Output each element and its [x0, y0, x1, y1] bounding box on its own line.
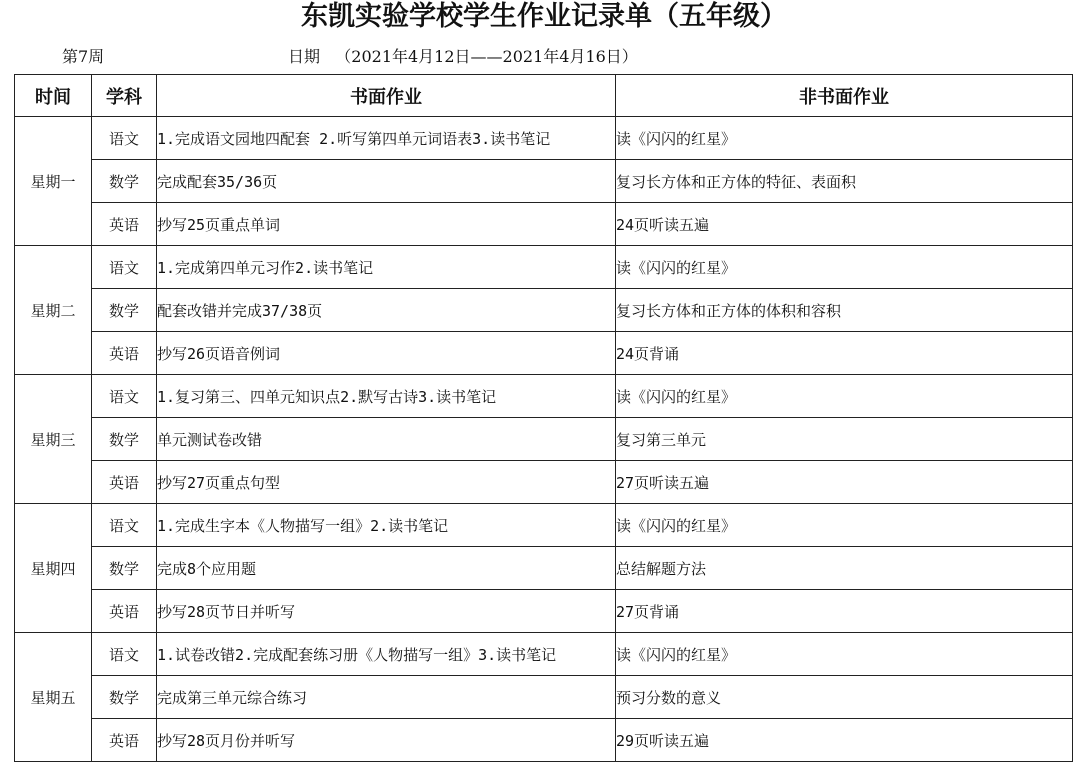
subject-cell: 英语 [92, 203, 157, 246]
table-row [15, 504, 1073, 547]
table-row [15, 590, 1073, 633]
nonwritten-cell: 读《闪闪的红星》 [616, 633, 1073, 676]
subject-cell: 数学 [92, 547, 157, 590]
written-cell: 完成配套35/36页 [157, 160, 616, 203]
table-row [15, 547, 1073, 590]
nonwritten-cell: 复习第三单元 [616, 418, 1073, 461]
written-cell: 抄写28页节日并听写 [157, 590, 616, 633]
table-row [15, 117, 1073, 160]
nonwritten-cell: 读《闪闪的红星》 [616, 375, 1073, 418]
nonwritten-cell: 读《闪闪的红星》 [616, 117, 1073, 160]
date-range: （2021年4月12日——2021年4月16日） [335, 47, 638, 66]
day-cell: 星期三 [15, 375, 92, 504]
written-cell: 1.复习第三、四单元知识点2.默写古诗3.读书笔记 [157, 375, 616, 418]
table-row [15, 332, 1073, 375]
written-cell: 抄写28页月份并听写 [157, 719, 616, 762]
nonwritten-cell: 29页听读五遍 [616, 719, 1073, 762]
nonwritten-cell: 24页背诵 [616, 332, 1073, 375]
written-cell: 完成第三单元综合练习 [157, 676, 616, 719]
nonwritten-cell: 27页背诵 [616, 590, 1073, 633]
subject-cell: 英语 [92, 719, 157, 762]
day-cell: 星期四 [15, 504, 92, 633]
day-cell: 星期一 [15, 117, 92, 246]
subject-cell: 语文 [92, 633, 157, 676]
subject-cell: 英语 [92, 590, 157, 633]
nonwritten-cell: 复习长方体和正方体的体积和容积 [616, 289, 1073, 332]
written-cell: 1.完成语文园地四配套 2.听写第四单元词语表3.读书笔记 [157, 117, 616, 160]
table-body [15, 117, 1073, 762]
table-row [15, 203, 1073, 246]
written-cell: 单元测试卷改错 [157, 418, 616, 461]
written-cell: 配套改错并完成37/38页 [157, 289, 616, 332]
subject-cell: 语文 [92, 117, 157, 160]
table-row [15, 633, 1073, 676]
page-title: 东凯实验学校学生作业记录单（五年级） [301, 1, 787, 32]
written-cell: 1.完成第四单元习作2.读书笔记 [157, 246, 616, 289]
subject-cell: 英语 [92, 332, 157, 375]
header-time: 时间 [15, 75, 92, 117]
header-subject: 学科 [92, 75, 157, 117]
written-cell: 抄写25页重点单词 [157, 203, 616, 246]
day-cell: 星期二 [15, 246, 92, 375]
nonwritten-cell: 预习分数的意义 [616, 676, 1073, 719]
subject-cell: 语文 [92, 504, 157, 547]
written-cell: 1.试卷改错2.完成配套练习册《人物描写一组》3.读书笔记 [157, 633, 616, 676]
subject-cell: 数学 [92, 676, 157, 719]
subject-cell: 数学 [92, 418, 157, 461]
nonwritten-cell: 读《闪闪的红星》 [616, 504, 1073, 547]
subject-cell: 数学 [92, 289, 157, 332]
homework-table [14, 74, 1073, 762]
written-cell: 完成8个应用题 [157, 547, 616, 590]
nonwritten-cell: 27页听读五遍 [616, 461, 1073, 504]
nonwritten-cell: 总结解题方法 [616, 547, 1073, 590]
table-row [15, 160, 1073, 203]
written-cell: 抄写26页语音例词 [157, 332, 616, 375]
table-row [15, 289, 1073, 332]
subject-cell: 数学 [92, 160, 157, 203]
header-written: 书面作业 [157, 75, 616, 117]
table-row [15, 246, 1073, 289]
table-row [15, 719, 1073, 762]
table-row [15, 418, 1073, 461]
date-line [288, 46, 638, 68]
nonwritten-cell: 读《闪闪的红星》 [616, 246, 1073, 289]
day-cell: 星期五 [15, 633, 92, 762]
table-row [15, 676, 1073, 719]
nonwritten-cell: 复习长方体和正方体的特征、表面积 [616, 160, 1073, 203]
subject-cell: 语文 [92, 375, 157, 418]
header-nonwritten: 非书面作业 [616, 75, 1073, 117]
header-row [15, 75, 1073, 117]
written-cell: 抄写27页重点句型 [157, 461, 616, 504]
week-label: 第7周 [62, 47, 105, 66]
subject-cell: 语文 [92, 246, 157, 289]
nonwritten-cell: 24页听读五遍 [616, 203, 1073, 246]
table-row [15, 375, 1073, 418]
subject-cell: 英语 [92, 461, 157, 504]
date-label: 日期 [288, 47, 321, 66]
written-cell: 1.完成生字本《人物描写一组》2.读书笔记 [157, 504, 616, 547]
table-row [15, 461, 1073, 504]
